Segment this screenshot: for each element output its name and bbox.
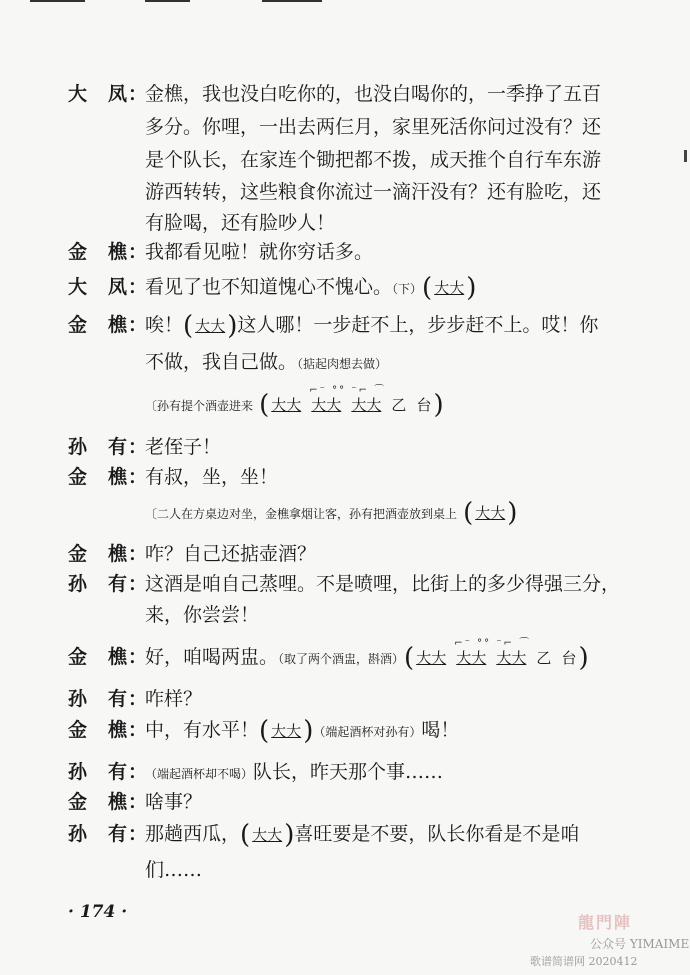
percussion-mark: 台 (416, 396, 432, 414)
speaker: 金 樵： (68, 646, 149, 668)
edge-mark (684, 150, 687, 162)
percussion-mark: ⌐⁻ °° ⁻⌐ ⌒ 大大 (454, 646, 488, 670)
percussion-mark: 大大 (351, 396, 382, 414)
stage-direction: （取了两个酒盅，斟酒） (278, 652, 405, 666)
top-rule-mid (145, 0, 190, 2)
dialogue-text: 们…… (145, 859, 203, 881)
dialogue-text: 来，你尝尝！ (145, 604, 260, 626)
speaker: 金 樵： (68, 314, 149, 336)
dialogue-text: 这酒是咱自己蒸哩。不是喷哩，比街上的多少得强三分， (145, 573, 621, 595)
dialogue-text: 我都看见啦！就你穷话多。 (145, 241, 374, 263)
dialogue-text: 是个队长，在家连个锄把都不拨，成天推个自行车东游 (145, 149, 602, 171)
speaker: 孙 有： (68, 823, 149, 845)
speaker: 孙 有： (68, 436, 149, 458)
dialogue-text: 这人哪！一步赶不上，步步赶不上。哎！你 (237, 314, 599, 336)
speaker: 大 凤： (68, 276, 149, 298)
speaker: 孙 有： (68, 688, 149, 710)
percussion-mark: 大大 (496, 649, 527, 667)
dialogue-text: 那趟西瓜， (145, 823, 241, 845)
top-rule-left (30, 0, 85, 2)
stage-direction: 〔二人在方桌边对坐，金樵拿烟让客，孙有把酒壶放到桌上 (145, 507, 458, 521)
dialogue-text: 不做，我自己做。 (145, 351, 298, 373)
percussion-mark: 大大 (434, 279, 465, 297)
percussion-mark: 大大 (271, 722, 302, 740)
dialogue-text: 唉！ (145, 314, 184, 336)
percussion-mark: 大大 (416, 649, 447, 667)
percussion-mark: ⌐⁻ °° ⁻⌐ ⌒ 大大 (309, 393, 343, 417)
dialogue-text: 多分。你哩，一出去两仨月，家里死活你问过没有？还 (145, 116, 602, 138)
watermark-site: 公众号 YIMAIME (590, 937, 690, 951)
speaker: 金 樵： (68, 241, 149, 263)
stage-direction: （端起酒杯对孙有） (313, 725, 422, 739)
dialogue-text: 咋样？ (145, 688, 203, 710)
dialogue-text: 喜旺要是不要，队长你看是不是咱 (294, 823, 580, 845)
stage-direction: （下） (392, 282, 423, 296)
dialogue-text: 有叔，坐，坐！ (145, 466, 279, 488)
percussion-mark: 大大 (195, 317, 226, 335)
dialogue-text: 队长，昨天那个事…… (253, 761, 444, 783)
percussion-mark: 乙 (391, 396, 407, 414)
page-number: · 174 · (68, 902, 128, 922)
speaker: 大 凤： (68, 83, 149, 105)
speaker: 金 樵： (68, 543, 149, 565)
dialogue-text: 啥事？ (145, 791, 203, 813)
dialogue-text: 游西转转，这些粮食你流过一滴汗没有？还有脸吃，还 (145, 181, 602, 203)
top-rule-right (262, 0, 322, 2)
dialogue-text: 老侄子！ (145, 436, 222, 458)
percussion-mark: 大大 (271, 396, 302, 414)
dialogue-text: 有脸喝，还有脸吵人！ (145, 212, 336, 234)
stage-direction: （掂起肉想去做） (297, 357, 388, 371)
dialogue-text: 喝！ (421, 719, 460, 741)
dialogue-text: 好，咱喝两盅。 (145, 646, 279, 668)
percussion-mark: 大大 (475, 504, 506, 522)
speaker: 金 樵： (68, 719, 149, 741)
notation-marks: ⌐⁻ °° ⁻⌐ ⌒ (309, 385, 387, 396)
dialogue-text: 咋？自己还掂壶酒？ (145, 543, 317, 565)
notation-marks: ⌐⁻ °° ⁻⌐ ⌒ (454, 638, 532, 649)
watermark-logo: 龍門陣 (578, 913, 633, 932)
watermark-caption: 歌谱简谱网 2020412 (530, 955, 638, 968)
percussion-mark: 乙 (536, 649, 552, 667)
speaker: 金 樵： (68, 791, 149, 813)
stage-direction: 〔孙有提个酒壶进来 (145, 399, 254, 413)
percussion-mark: 大大 (252, 826, 283, 844)
speaker: 金 樵： (68, 466, 149, 488)
speaker: 孙 有： (68, 761, 149, 783)
speaker: 孙 有： (68, 573, 149, 595)
percussion-mark: 台 (561, 649, 577, 667)
dialogue-text: 中，有水平！ (145, 719, 260, 741)
dialogue-text: 看见了也不知道愧心不愧心。 (145, 276, 393, 298)
stage-direction: （端起酒杯却不喝） (145, 767, 254, 781)
dialogue-text: 金樵，我也没白吃你的，也没白喝你的，一季挣了五百 (145, 83, 602, 105)
